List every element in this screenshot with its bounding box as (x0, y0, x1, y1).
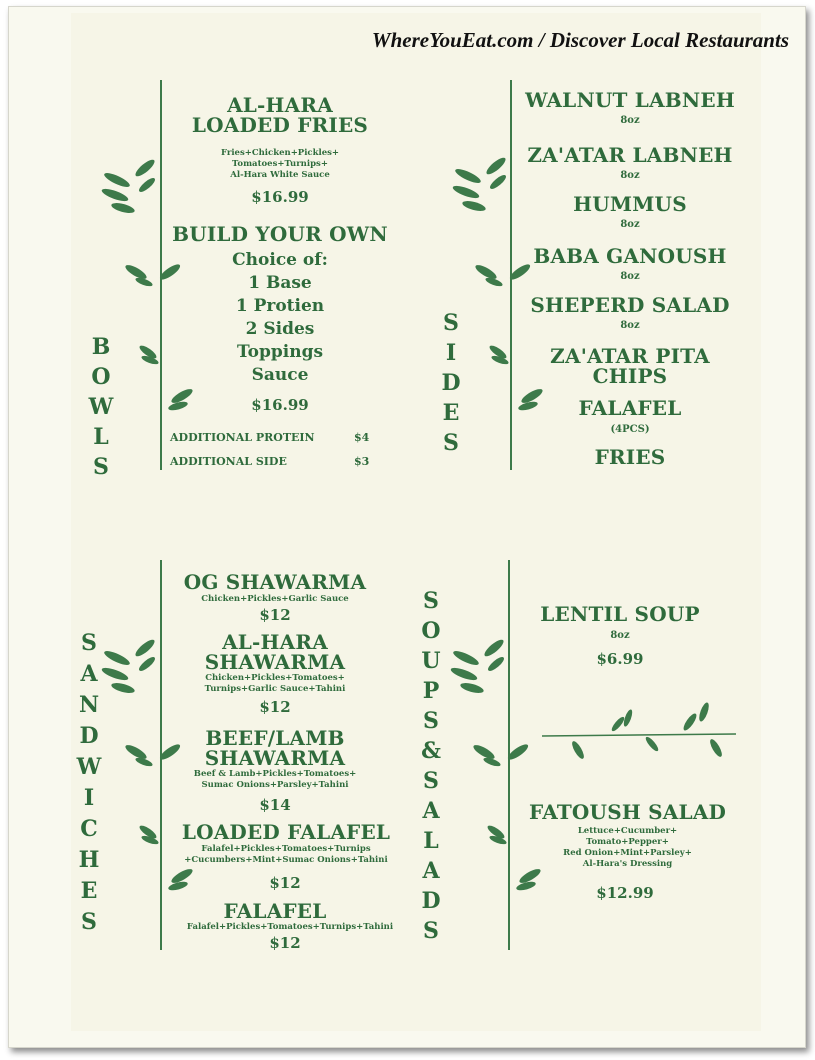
loaded-falafel-desc: Falafel+Pickles+Tomatoes+Turnips +Cucumbers+Mint+Sumac Onions+Tahini (184, 844, 388, 865)
leaf-branch-icon (95, 632, 165, 712)
beef-lamb-shawarma-price: $14 (259, 796, 291, 814)
leaf-divider-icon (540, 698, 740, 774)
additional-protein-label: ADDITIONAL PROTEIN (170, 431, 315, 444)
alhara-shawarma-price: $12 (259, 698, 291, 716)
bowls-section-label: B O W L S (88, 334, 114, 480)
fatoush-salad-title: FATOUSH SALAD (529, 800, 726, 824)
baba-ganoush-size: 8oz (620, 271, 640, 282)
zaatar-labneh-size: 8oz (620, 170, 640, 181)
falafel-side-qty: (4PCS) (610, 424, 650, 435)
zaatar-pita-chips-title: ZA'ATAR PITA CHIPS (550, 344, 710, 388)
falafel-sandwich-price: $12 (269, 934, 301, 952)
lentil-soup-size: 8oz (610, 630, 630, 641)
build-your-own-price: $16.99 (251, 396, 309, 414)
alhara-shawarma-title: AL-HARA SHAWARMA (204, 630, 346, 674)
leaf-branch-icon (444, 632, 514, 712)
leaf-branch-icon (486, 344, 516, 368)
beef-lamb-shawarma-title: BEEF/LAMB SHAWARMA (204, 726, 346, 770)
leaf-branch-icon (160, 386, 200, 416)
fatoush-salad-price: $12.99 (596, 884, 654, 902)
falafel-side-title: FALAFEL (578, 396, 682, 420)
additional-side-price: $3 (354, 455, 370, 468)
leaf-branch-icon (508, 866, 548, 896)
loaded-falafel-price: $12 (269, 874, 301, 892)
additional-protein-price: $4 (354, 431, 370, 444)
leaf-branch-icon (136, 824, 166, 848)
site-banner[interactable]: WhereYouEat.com / Discover Local Restaurants (371, 28, 789, 52)
falafel-sandwich-desc: Falafel+Pickles+Tomatoes+Turnips+Tahini (186, 922, 394, 932)
lentil-soup-title: LENTIL SOUP (540, 602, 700, 626)
leaf-branch-icon (446, 150, 516, 230)
hummus-size: 8oz (620, 219, 640, 230)
leaf-branch-icon (122, 258, 186, 292)
sheperd-salad-title: SHEPERD SALAD (530, 293, 730, 317)
sides-section-label: S I D E S (441, 310, 461, 456)
leaf-branch-icon (160, 866, 200, 896)
og-shawarma-desc: Chicken+Pickles+Garlic Sauce (201, 594, 349, 604)
zaatar-labneh-title: ZA'ATAR LABNEH (527, 143, 733, 167)
additional-side-label: ADDITIONAL SIDE (170, 455, 287, 468)
soups-salads-section-label: S O U P S & S A L A D S (421, 588, 441, 944)
build-your-own-title: BUILD YOUR OWN (172, 222, 388, 246)
fries-title: FRIES (594, 445, 666, 469)
alhara-loaded-fries-desc: Fries+Chicken+Pickles+ Tomatoes+Turnips+ Al-Hara White Sauce (220, 148, 340, 180)
baba-ganoush-title: BABA GANOUSH (533, 244, 727, 268)
sheperd-salad-size: 8oz (620, 320, 640, 331)
og-shawarma-title: OG SHAWARMA (183, 570, 367, 594)
leaf-branch-icon (484, 824, 514, 848)
fatoush-salad-desc: Lettuce+Cucumber+ Tomato+Pepper+ Red Onion+Mint+Parsley+ Al-Hara's Dressing (563, 826, 692, 869)
walnut-labneh-title: WALNUT LABNEH (525, 88, 735, 112)
og-shawarma-price: $12 (259, 606, 291, 624)
leaf-branch-icon (136, 344, 166, 368)
leaf-branch-icon (95, 150, 165, 230)
beef-lamb-shawarma-desc: Beef & Lamb+Pickles+Tomatoes+ Sumac Onions+Parsley+Tahini (193, 769, 357, 790)
sandwiches-section-label: S A N D W I C H E S (76, 630, 102, 935)
lentil-soup-price: $6.99 (596, 650, 644, 668)
walnut-labneh-size: 8oz (620, 115, 640, 126)
alhara-loaded-fries-title: AL-HARA LOADED FRIES (191, 93, 369, 137)
falafel-sandwich-title: FALAFEL (223, 899, 327, 923)
loaded-falafel-title: LOADED FALAFEL (181, 820, 391, 844)
hummus-title: HUMMUS (573, 192, 687, 216)
build-your-own-options: Choice of: 1 Base 1 Protien 2 Sides Toppings Sauce (232, 250, 328, 385)
alhara-loaded-fries-price: $16.99 (251, 188, 309, 206)
leaf-branch-icon (470, 738, 534, 772)
alhara-shawarma-desc: Chicken+Pickles+Tomatoes+ Turnips+Garlic Sauce+Tahini (204, 673, 346, 694)
